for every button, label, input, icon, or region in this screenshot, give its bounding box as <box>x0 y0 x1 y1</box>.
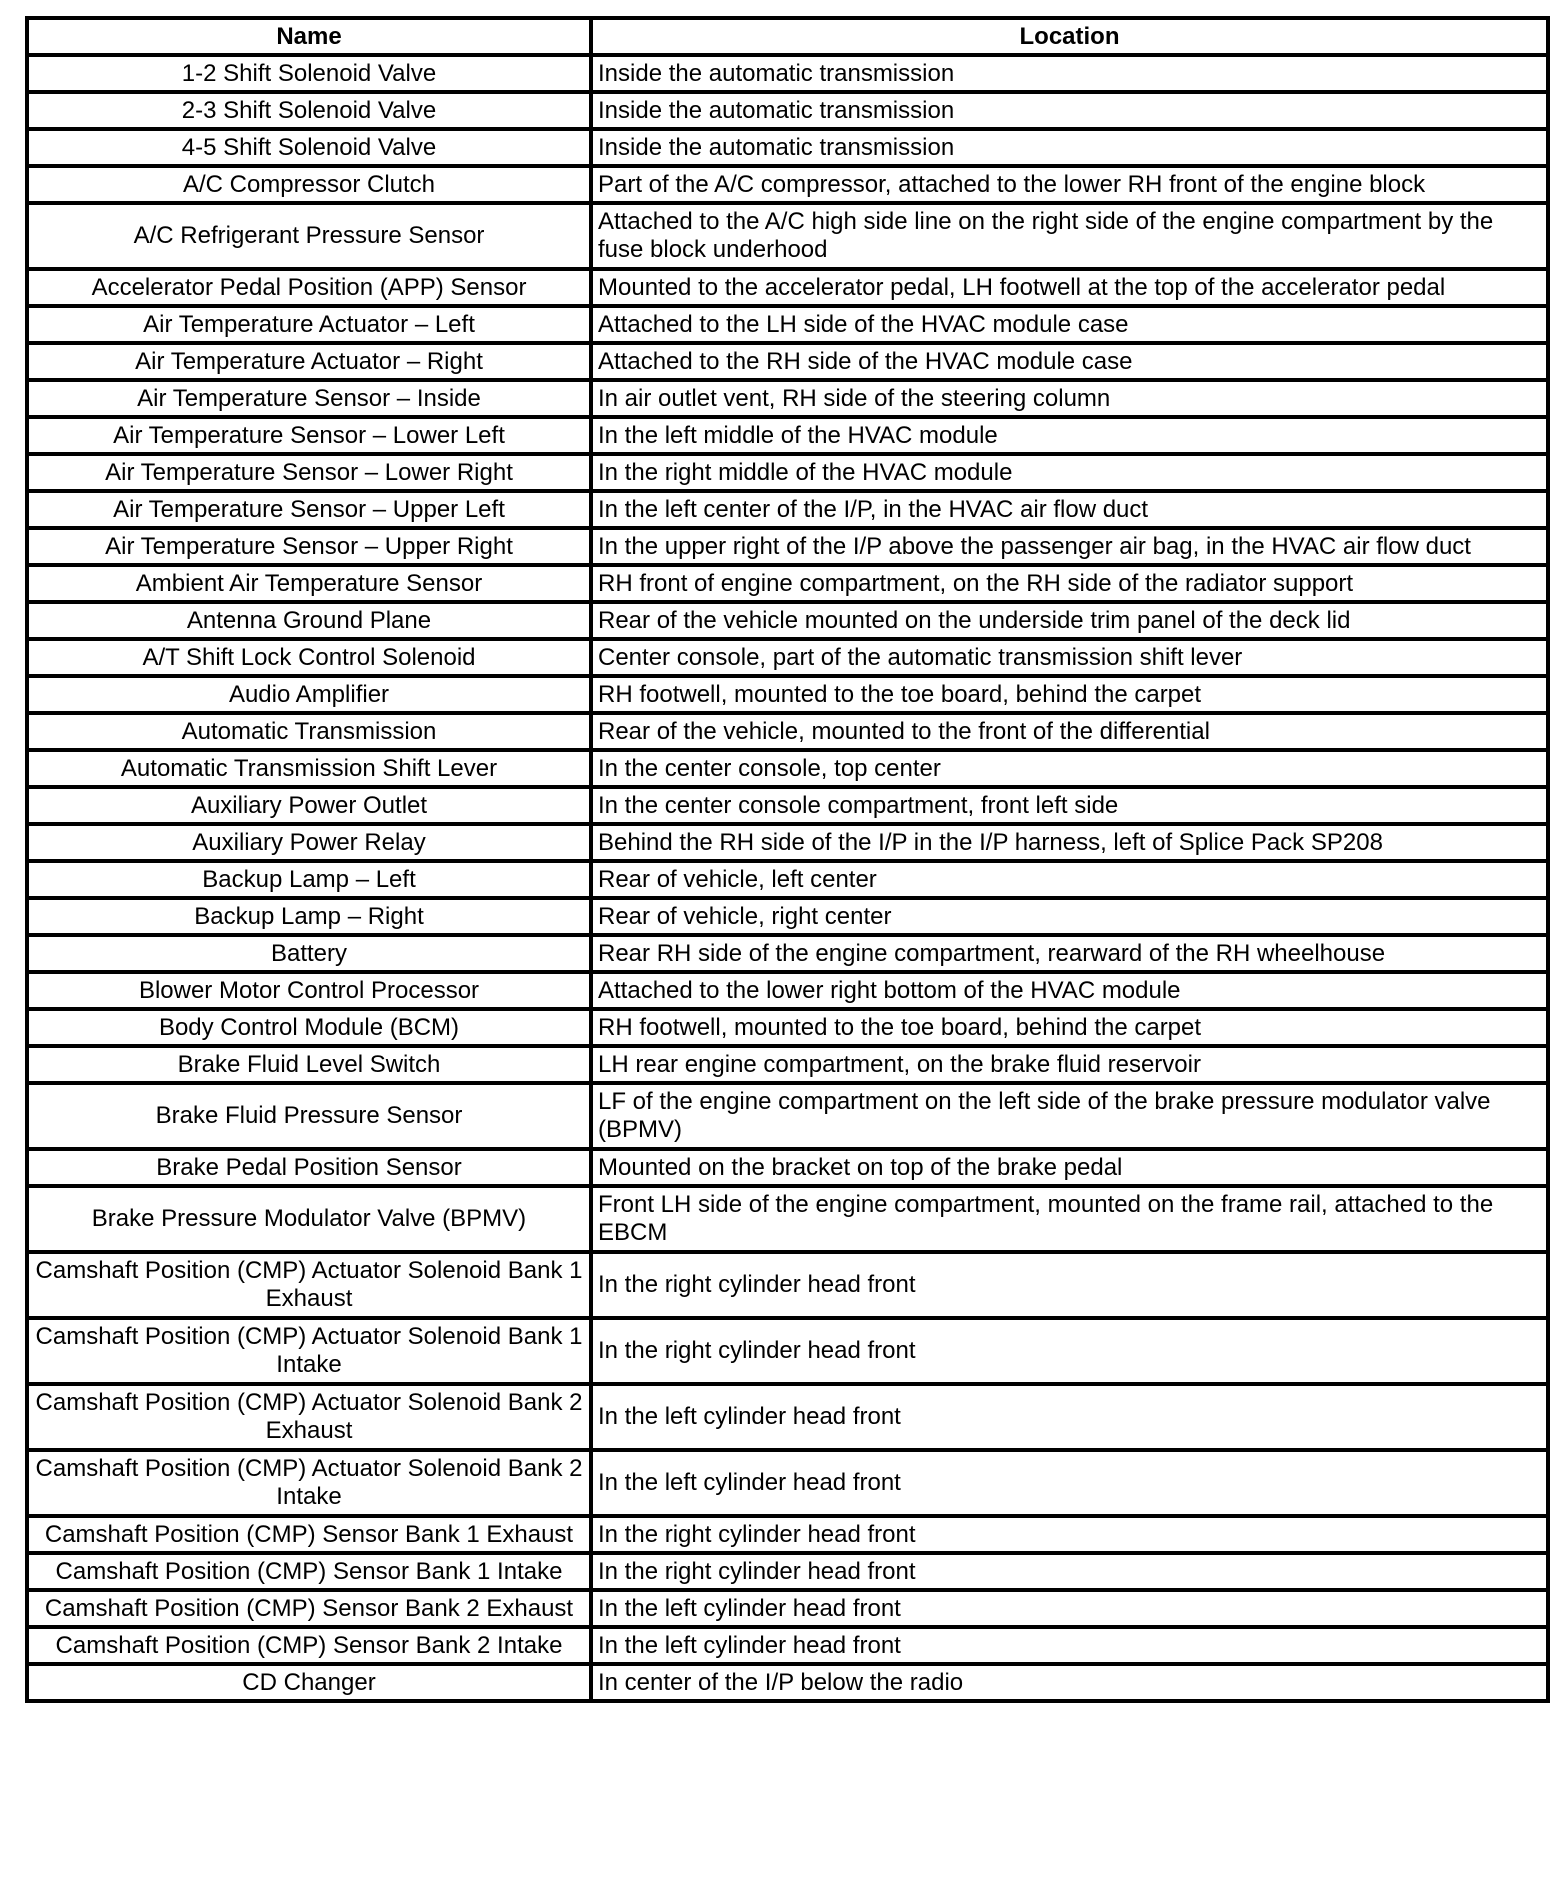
table-row <box>27 269 1548 306</box>
component-name-cell: Auxiliary Power Relay <box>27 824 591 861</box>
component-name-cell: Camshaft Position (CMP) Sensor Bank 1 Intake <box>27 1553 591 1590</box>
table-row <box>27 1450 1548 1516</box>
component-location-cell: Front LH side of the engine compartment, mounted on the frame rail, attached to the EBCM <box>591 1186 1548 1252</box>
component-location-cell: Mounted to the accelerator pedal, LH footwell at the top of the accelerator pedal <box>591 269 1548 306</box>
component-name-cell: Camshaft Position (CMP) Sensor Bank 2 Intake <box>27 1627 591 1664</box>
component-location-cell: In the left cylinder head front <box>591 1627 1548 1664</box>
component-name-cell: CD Changer <box>27 1664 591 1701</box>
table-row <box>27 935 1548 972</box>
component-location-cell: Center console, part of the automatic transmission shift lever <box>591 639 1548 676</box>
component-location-cell: Attached to the RH side of the HVAC module case <box>591 343 1548 380</box>
table-row <box>27 602 1548 639</box>
component-location-cell: In the upper right of the I/P above the passenger air bag, in the HVAC air flow duct <box>591 528 1548 565</box>
component-location-cell: In the center console compartment, front left side <box>591 787 1548 824</box>
component-name-cell: Brake Fluid Level Switch <box>27 1046 591 1083</box>
component-name-cell: Camshaft Position (CMP) Actuator Solenoid Bank 1 Intake <box>27 1318 591 1384</box>
component-location-cell: Rear of the vehicle, mounted to the front of the differential <box>591 713 1548 750</box>
component-name-cell: A/C Compressor Clutch <box>27 166 591 203</box>
component-name-cell: Audio Amplifier <box>27 676 591 713</box>
component-location-cell: RH footwell, mounted to the toe board, behind the carpet <box>591 1009 1548 1046</box>
component-location-cell: Inside the automatic transmission <box>591 129 1548 166</box>
component-name-cell: Air Temperature Sensor – Lower Left <box>27 417 591 454</box>
table-row <box>27 203 1548 269</box>
table-row <box>27 787 1548 824</box>
component-location-cell: Rear of vehicle, right center <box>591 898 1548 935</box>
component-location-cell: In center of the I/P below the radio <box>591 1664 1548 1701</box>
component-name-cell: A/C Refrigerant Pressure Sensor <box>27 203 591 269</box>
component-name-cell: Air Temperature Sensor – Lower Right <box>27 454 591 491</box>
table-row <box>27 898 1548 935</box>
table-row <box>27 1590 1548 1627</box>
component-location-cell: Rear of vehicle, left center <box>591 861 1548 898</box>
component-location-cell: Rear of the vehicle mounted on the underside trim panel of the deck lid <box>591 602 1548 639</box>
component-location-cell: In the left cylinder head front <box>591 1590 1548 1627</box>
component-location-cell: Attached to the LH side of the HVAC module case <box>591 306 1548 343</box>
component-location-table-container <box>25 16 1546 1703</box>
component-location-cell: In the right cylinder head front <box>591 1318 1548 1384</box>
component-name-cell: Ambient Air Temperature Sensor <box>27 565 591 602</box>
component-name-cell: Camshaft Position (CMP) Actuator Solenoid Bank 2 Exhaust <box>27 1384 591 1450</box>
table-row <box>27 55 1548 92</box>
component-name-cell: A/T Shift Lock Control Solenoid <box>27 639 591 676</box>
component-location-cell: In the center console, top center <box>591 750 1548 787</box>
table-row <box>27 750 1548 787</box>
table-row <box>27 1516 1548 1553</box>
component-name-cell: 2-3 Shift Solenoid Valve <box>27 92 591 129</box>
table-row <box>27 1664 1548 1701</box>
table-row <box>27 528 1548 565</box>
component-location-cell: Attached to the lower right bottom of the HVAC module <box>591 972 1548 1009</box>
component-name-cell: Brake Pressure Modulator Valve (BPMV) <box>27 1186 591 1252</box>
component-location-cell: In the left center of the I/P, in the HVAC air flow duct <box>591 491 1548 528</box>
component-name-cell: Antenna Ground Plane <box>27 602 591 639</box>
component-name-cell: Accelerator Pedal Position (APP) Sensor <box>27 269 591 306</box>
table-row <box>27 1627 1548 1664</box>
component-location-cell: In the left middle of the HVAC module <box>591 417 1548 454</box>
table-row <box>27 343 1548 380</box>
component-location-cell: In the left cylinder head front <box>591 1384 1548 1450</box>
component-location-cell: In the right cylinder head front <box>591 1553 1548 1590</box>
component-name-cell: Camshaft Position (CMP) Actuator Solenoid Bank 2 Intake <box>27 1450 591 1516</box>
table-row <box>27 454 1548 491</box>
component-name-cell: Automatic Transmission <box>27 713 591 750</box>
component-name-cell: Air Temperature Sensor – Upper Right <box>27 528 591 565</box>
component-name-cell: Body Control Module (BCM) <box>27 1009 591 1046</box>
header-location: Location <box>591 18 1548 55</box>
table-row <box>27 129 1548 166</box>
table-row <box>27 1149 1548 1186</box>
table-row <box>27 824 1548 861</box>
table-row <box>27 861 1548 898</box>
component-location-cell: Part of the A/C compressor, attached to the lower RH front of the engine block <box>591 166 1548 203</box>
table-row <box>27 491 1548 528</box>
table-row <box>27 713 1548 750</box>
component-name-cell: Brake Pedal Position Sensor <box>27 1149 591 1186</box>
table-row <box>27 166 1548 203</box>
component-name-cell: Battery <box>27 935 591 972</box>
table-row <box>27 417 1548 454</box>
component-location-cell: In the right cylinder head front <box>591 1252 1548 1318</box>
component-name-cell: Air Temperature Sensor – Inside <box>27 380 591 417</box>
component-name-cell: 4-5 Shift Solenoid Valve <box>27 129 591 166</box>
component-name-cell: Camshaft Position (CMP) Sensor Bank 2 Exhaust <box>27 1590 591 1627</box>
component-name-cell: 1-2 Shift Solenoid Valve <box>27 55 591 92</box>
component-name-cell: Automatic Transmission Shift Lever <box>27 750 591 787</box>
header-row <box>27 18 1548 55</box>
component-location-cell: Mounted on the bracket on top of the brake pedal <box>591 1149 1548 1186</box>
component-location-cell: Inside the automatic transmission <box>591 92 1548 129</box>
table-row <box>27 1252 1548 1318</box>
component-location-cell: In the left cylinder head front <box>591 1450 1548 1516</box>
component-location-table <box>25 16 1550 1703</box>
component-location-cell: RH footwell, mounted to the toe board, behind the carpet <box>591 676 1548 713</box>
component-name-cell: Air Temperature Actuator – Right <box>27 343 591 380</box>
component-name-cell: Brake Fluid Pressure Sensor <box>27 1083 591 1149</box>
component-location-cell: LH rear engine compartment, on the brake fluid reservoir <box>591 1046 1548 1083</box>
table-body <box>27 55 1548 1701</box>
table-row <box>27 92 1548 129</box>
component-location-cell: Attached to the A/C high side line on the right side of the engine compartment by the fuse block underhood <box>591 203 1548 269</box>
table-row <box>27 676 1548 713</box>
component-location-cell: LF of the engine compartment on the left side of the brake pressure modulator valve (BPMV) <box>591 1083 1548 1149</box>
table-row <box>27 972 1548 1009</box>
table-row <box>27 306 1548 343</box>
table-row <box>27 380 1548 417</box>
table-row <box>27 1318 1548 1384</box>
header-name: Name <box>27 18 591 55</box>
component-location-cell: RH front of engine compartment, on the RH side of the radiator support <box>591 565 1548 602</box>
table-row <box>27 1553 1548 1590</box>
component-name-cell: Camshaft Position (CMP) Actuator Solenoid Bank 1 Exhaust <box>27 1252 591 1318</box>
table-row <box>27 1009 1548 1046</box>
table-row <box>27 639 1548 676</box>
component-name-cell: Camshaft Position (CMP) Sensor Bank 1 Exhaust <box>27 1516 591 1553</box>
table-row <box>27 1384 1548 1450</box>
component-location-cell: Rear RH side of the engine compartment, rearward of the RH wheelhouse <box>591 935 1548 972</box>
component-name-cell: Backup Lamp – Right <box>27 898 591 935</box>
component-name-cell: Backup Lamp – Left <box>27 861 591 898</box>
table-row <box>27 1186 1548 1252</box>
component-location-cell: Inside the automatic transmission <box>591 55 1548 92</box>
component-name-cell: Blower Motor Control Processor <box>27 972 591 1009</box>
table-row <box>27 1083 1548 1149</box>
table-row <box>27 1046 1548 1083</box>
table-row <box>27 565 1548 602</box>
component-name-cell: Air Temperature Sensor – Upper Left <box>27 491 591 528</box>
component-location-cell: Behind the RH side of the I/P in the I/P harness, left of Splice Pack SP208 <box>591 824 1548 861</box>
component-name-cell: Air Temperature Actuator – Left <box>27 306 591 343</box>
component-name-cell: Auxiliary Power Outlet <box>27 787 591 824</box>
component-location-cell: In the right cylinder head front <box>591 1516 1548 1553</box>
component-location-cell: In air outlet vent, RH side of the steering column <box>591 380 1548 417</box>
component-location-cell: In the right middle of the HVAC module <box>591 454 1548 491</box>
